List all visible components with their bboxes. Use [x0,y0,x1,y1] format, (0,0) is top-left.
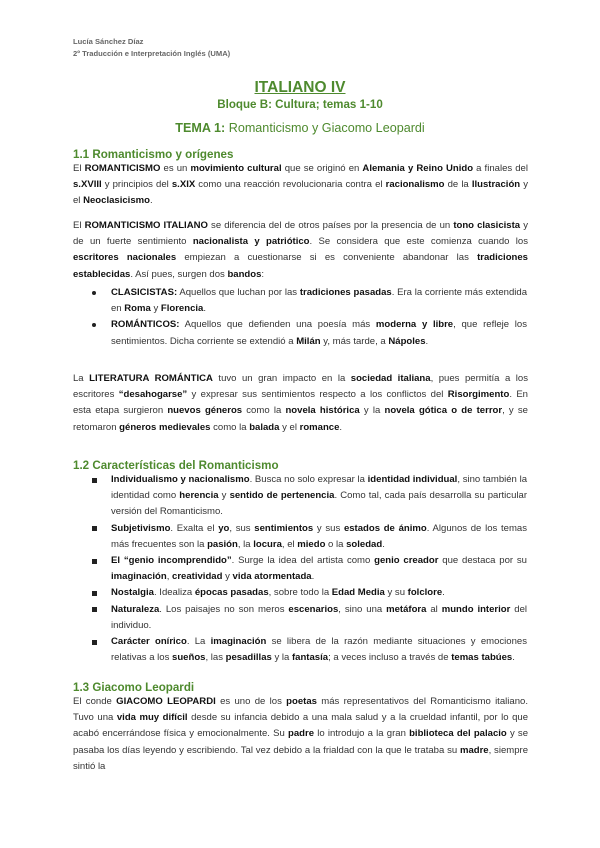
bold-text: locura [253,538,282,550]
text-run: y, más tarde, a [320,335,389,347]
text-run: . [442,587,445,599]
bold-text: tradiciones pasadas [299,287,392,298]
bold-text: Risorgimento [447,389,510,401]
bold-text: épocas pasadas [194,587,269,599]
text-run: , pues permitía a los escritores [73,373,528,401]
text-run: y el [279,421,300,433]
course-name: 2º Traducción e Interpretación Inglés (UMA) [73,48,231,58]
text-run: a finales del [473,163,528,174]
list-item [111,285,527,317]
bold-text: imaginación [210,636,267,648]
text-run: . Era la corriente más extendida en [111,287,528,315]
paragraph [73,371,528,436]
text-run: y la [271,652,292,664]
bold-text: sueños [172,652,206,664]
bold-text: temas tabúes [451,652,513,664]
bold-text: novela gótica o de terror [384,405,503,417]
text-run: Aquellos que luchan por las [177,287,300,298]
bold-text: Ilustración [471,179,521,191]
tema-label: TEMA 1: [175,121,226,135]
text-run: . Los paisajes no son meros [159,603,289,615]
text-run: , las [205,652,226,664]
text-run: . [425,335,429,347]
text-run: El conde [73,696,117,707]
text-run: y [150,303,161,315]
bold-text: ROMÁNTICOS: [111,319,180,331]
text-run: y de un fuerte sentimiento [73,220,528,248]
bold-text: herencia [179,490,219,502]
bold-text: “desahogarse” [118,389,188,401]
text-run: es uno de los [215,696,287,707]
caracteristicas-list [111,472,527,666]
text-run: tuvo un gran impacto en la [212,373,351,384]
text-run: , y se retomaron [73,405,528,433]
bold-text: ROMANTICISMO [84,163,161,174]
page-header [73,36,230,59]
bold-text: creatividad [172,571,223,583]
bold-text: genio creador [374,555,439,567]
list-item [111,317,527,349]
list-item [111,602,527,634]
text-run: . [512,652,515,664]
text-run: que se originó en [281,163,363,174]
bold-text: tradiciones establecidas [73,252,528,280]
text-run: y se pasaba los días leyendo y escribiendo. Tal vez debido a la frialdad con la que le trataba su [73,728,528,756]
text-run: , la [237,538,254,550]
bold-text: imaginación [111,571,167,583]
bold-text: El “genio incomprendido” [111,555,232,567]
list-item [111,634,527,666]
text-run: . Surge la idea del artista como [231,555,375,567]
text-run: El [73,220,85,231]
bold-text: s.XVIII [73,179,102,191]
author-name: Lucía Sánchez Díaz [73,37,144,46]
text-run: Aquellos que defienden una poesía más [179,319,376,331]
tema-name: Romanticismo y Giacomo Leopardi [225,121,425,135]
bold-text: sentimientos [254,522,314,534]
bold-text: nuevos géneros [167,405,243,417]
bold-text: padre [288,728,315,740]
bold-text: biblioteca del palacio [409,728,507,740]
text-run: ; a veces incluso a través de [328,652,452,664]
text-run: . La [186,636,211,648]
bold-text: Carácter onírico [111,636,187,648]
text-run: . Se considera que este comienza cuando los [309,236,528,248]
bold-text: poetas [286,696,317,707]
bold-text: movimiento cultural [190,163,282,174]
bold-text: Florencia [160,303,204,315]
text-run: o la [325,538,347,550]
paragraph [73,161,528,210]
list-item [111,553,527,585]
text-run: y [218,490,230,502]
bold-text: bandos [227,268,262,280]
text-run: . En esta etapa surgieron [73,389,528,417]
text-run: como la [210,421,250,433]
bold-text: escenarios [288,603,339,615]
list-item [111,472,527,521]
list-item [111,521,527,553]
section-heading-1-1: 1.1 Romanticismo y orígenes [73,148,234,161]
bold-text: identidad individual [367,474,458,485]
bold-text: Neoclasicismo [83,195,150,207]
bold-text: miedo [297,538,326,550]
bold-text: mundo interior [441,603,511,615]
bold-text: escritores nacionales [73,252,177,264]
bold-text: GIACOMO LEOPARDI [116,696,216,707]
bold-text: Alemania y Reino Unido [362,163,474,174]
bold-text: yo [218,522,230,534]
text-run: del individuo. [111,603,527,631]
text-run: es un [160,163,191,174]
document-subtitle: Bloque B: Cultura; temas 1-10 [217,98,383,111]
bold-text: fantasía [291,652,329,664]
text-run: y la [359,405,385,417]
text-run: , [166,571,173,583]
text-run: como la [242,405,286,417]
text-run: desde su infancia debido a una mala salud y a la crueldad infantil, por lo que acabó encerrándose física y emocionalmente. Su [73,712,529,740]
text-run: , sino también la identidad como [111,474,527,502]
tema-heading [0,121,600,135]
text-run: El [73,163,85,174]
bold-text: géneros medievales [119,421,211,433]
bold-text: s.XIX [171,179,196,191]
bold-text: Subjetivismo [111,522,171,534]
text-run: y expresar sus sentimientos respecto a los conflictos del [187,389,448,401]
bandos-list [111,285,527,350]
bold-text: vida muy difícil [116,712,188,724]
text-run: , siempre sintió la [73,744,528,772]
bold-text: soledad [346,538,383,550]
bold-text: pasión [207,538,238,550]
bold-text: CLASICISTAS: [111,287,178,298]
bold-text: racionalismo [385,179,445,191]
text-run: y el [73,179,528,207]
text-run: , sus [229,522,255,534]
bold-text: Nostalgia [111,587,154,599]
bold-text: moderna y libre [375,319,454,331]
paragraph [73,218,528,283]
section-heading-1-3: 1.3 Giacomo Leopardi [73,681,195,694]
text-run: . [203,303,207,315]
text-run: y sus [313,522,344,534]
text-run: . Idealiza [153,587,195,599]
text-run: , sino una [338,603,387,615]
text-run: que destaca por su [438,555,527,567]
text-run: , sobre todo la [268,587,332,599]
text-run: se diferencia del de otros países por la presencia de un [207,220,454,231]
bold-text: ROMANTICISMO ITALIANO [84,220,208,231]
bold-text: Individualismo y nacionalismo [111,474,250,485]
bold-text: romance [299,421,340,433]
text-run: , que refleje los sentimientos. Dicha corriente se extendió a [111,319,527,347]
bold-text: sociedad italiana [350,373,431,384]
text-run: y principios del [101,179,172,191]
bold-text: balada [249,421,280,433]
text-run: . [149,195,153,207]
text-run: . [339,421,343,433]
bold-text: Edad Media [331,587,385,599]
text-run: al [426,603,442,615]
text-run: . Algunos de los temas más frecuentes son la [111,522,527,550]
list-item [111,585,527,601]
bold-text: Roma [124,303,151,315]
text-run: . [382,538,385,550]
text-run: . Exalta el [170,522,219,534]
text-run: lo introdujo a la gran [314,728,410,740]
text-run: como una reacción revolucionaria contra el [195,179,386,191]
bold-text: pesadillas [225,652,272,664]
text-run: , el [281,538,298,550]
bold-text: Milán [296,335,321,347]
bold-text: nacionalista y patriótico [192,236,310,248]
bold-text: Naturaleza [111,603,160,615]
text-run: . [311,571,315,583]
text-run: y su [384,587,408,599]
text-run: se libera de la razón mediante situaciones y emociones relativas a los [111,636,527,664]
bold-text: novela histórica [285,405,360,417]
section-heading-1-2: 1.2 Características del Romanticismo [73,459,279,472]
text-run: de la [444,179,472,191]
bold-text: Nápoles [388,335,426,347]
bold-text: metáfora [386,603,427,615]
text-run: y [222,571,233,583]
bold-text: LITERATURA ROMÁNTICA [89,373,213,384]
bold-text: folclore [407,587,443,599]
paragraph [73,694,528,775]
bold-text: madre [459,744,489,756]
text-run: . Así pues, surgen dos [130,268,228,280]
bold-text: vida atormentada [232,571,312,583]
bold-text: sentido de pertenencia [229,490,335,502]
text-run: La [73,373,90,384]
text-run: : [261,268,265,280]
bold-text: tono clasicista [453,220,521,231]
document-title: ITALIANO IV [254,79,346,96]
text-run: empiezan a cuestionarse si es conveniente abandonar las [176,252,478,264]
text-run: . Busca no solo expresar la [249,474,368,485]
bold-text: estados de ánimo [343,522,427,534]
text-run: más representativos del Romanticismo italiano. Tuvo una [73,696,528,724]
text-run: . Como tal, cada país desarrolla su particular versión del Romanticismo. [111,490,527,518]
